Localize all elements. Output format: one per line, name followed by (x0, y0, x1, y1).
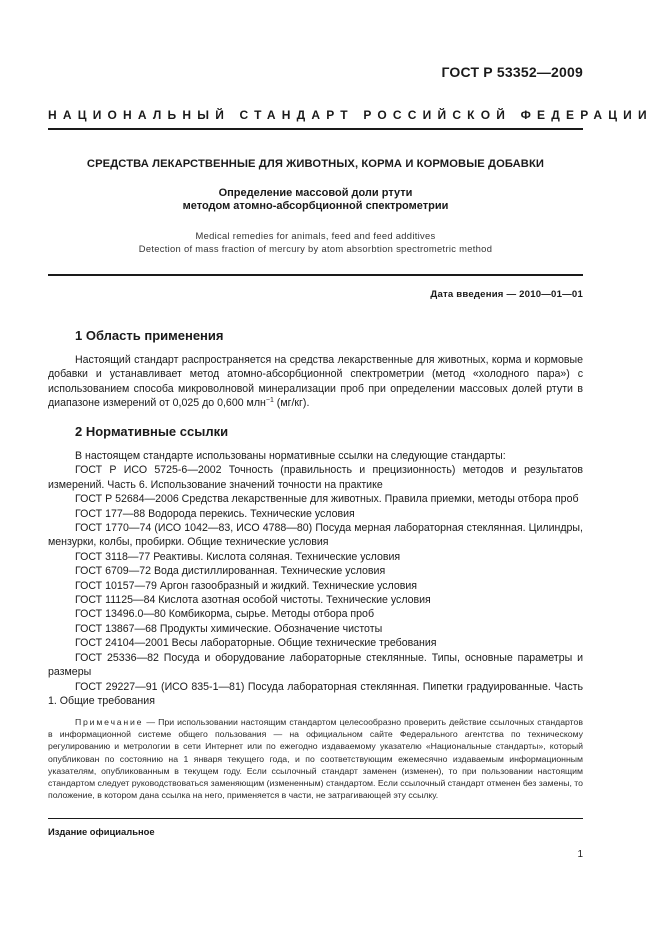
reference-item: ГОСТ 1770—74 (ИСО 1042—83, ИСО 4788—80) Посуда мерная лабораторная стеклянная. Цилиндры, мензурки, колбы, пробирки. Общие технические условия (48, 522, 583, 549)
reference-item: ГОСТ 11125—84 Кислота азотная особой чистоты. Технические условия (75, 594, 431, 607)
subtitle-line: Определение массовой доли ртути (218, 187, 413, 199)
reference-item: ГОСТ 29227—91 (ИСО 835-1—81) Посуда лабораторная стеклянная. Пипетки градуированные. Часть 1. Общие требования (48, 680, 583, 707)
note-text: — При использовании настоящим стандартом целесообразно проверить действие ссылочных стандартов в информационной системе общего пользования — на официальном сайте Федерального агентства по техническому регулированию и метрологии в сети Интернет или по ежегодно издаваемому указателю «Национальные стандарты», который опубликован по состоянию на 1 января текущего года, и по соответствующим ежемесячно издаваемым информационным указателям, опубликованным в текущем году. Если ссылочный стандарт заменен (изменен), то при пользовании настоящим стандартом следует руководствоваться заменяющим (измененным) стандартом. Если ссылочный стандарт отменен без замены, то положение, в котором дана ссылка на него, применяется в части, не затрагивающей эту ссылку. (48, 717, 583, 801)
section-1-paragraph (48, 353, 583, 411)
section-1-unit: (мг/кг). (273, 397, 310, 410)
national-standard-title: НАЦИОНАЛЬНЫЙ СТАНДАРТ РОССИЙСКОЙ ФЕДЕРАЦИИ (48, 108, 653, 122)
title-divider (48, 274, 583, 276)
reference-item: ГОСТ 3118—77 Реактивы. Кислота соляная. Технические условия (75, 550, 401, 563)
reference-item: ГОСТ 6709—72 Вода дистиллированная. Технические условия (75, 565, 386, 578)
subtitle-line: методом атомно-абсорбционной спектрометрии (182, 200, 449, 212)
page-number: 1 (577, 849, 583, 860)
document-subtitle (48, 187, 583, 213)
superscript: −1 (265, 397, 274, 405)
section-1-text: Настоящий стандарт распространяется на средства лекарственные для животных, корма и кормовые добавки и устанавливает метод атомно-абсорбционной спектрометрии (метод «холодного пара») с использованием способа микроволновой минерализации проб при определении массовых долей ртути в диапазоне измерений от 0,025 до 0,600 млн (48, 354, 583, 410)
header-divider (48, 128, 583, 130)
reference-item: ГОСТ 13867—68 Продукты химические. Обозначение чистоты (75, 622, 383, 635)
footer-divider (48, 818, 583, 819)
document-number: ГОСТ Р 53352—2009 (441, 64, 583, 80)
english-title-line: Medical remedies for animals, feed and feed additives (195, 230, 436, 241)
reference-item: ГОСТ 177—88 Водорода перекись. Технические условия (75, 507, 355, 520)
reference-item: ГОСТ Р ИСО 5725-6—2002 Точность (правильность и прецизионность) методов и результатов измерений. Часть 6. Использование значений точности на практике (48, 464, 583, 491)
english-title-line: Detection of mass fraction of mercury by atom absorbtion spectrometric method (138, 243, 493, 254)
reference-item: ГОСТ 25336—82 Посуда и оборудование лабораторные стеклянные. Типы, основные параметры и размеры (48, 651, 583, 679)
reference-note (48, 716, 583, 801)
reference-intro: В настоящем стандарте использованы нормативные ссылки на следующие стандарты: (75, 450, 506, 462)
section-1-body (48, 353, 583, 411)
reference-item: ГОСТ 13496.0—80 Комбикорма, сырье. Методы отбора проб (75, 608, 375, 621)
document-title: СРЕДСТВА ЛЕКАРСТВЕННЫЕ ДЛЯ ЖИВОТНЫХ, КОРМА И КОРМОВЫЕ ДОБАВКИ (86, 158, 545, 170)
reference-item: ГОСТ 24104—2001 Весы лабораторные. Общие технические требования (75, 637, 437, 650)
section-1-heading: 1 Область применения (75, 328, 224, 343)
section-2-heading: 2 Нормативные ссылки (75, 424, 229, 439)
section-2-body (48, 449, 583, 708)
introduction-date: Дата введения — 2010—01—01 (430, 289, 583, 300)
reference-item: ГОСТ Р 52684—2006 Средства лекарственные для животных. Правила приемки, методы отбора проб (75, 493, 579, 506)
official-edition-label: Издание официальное (48, 826, 155, 837)
note-label: Примечание (75, 717, 144, 727)
reference-item: ГОСТ 10157—79 Аргон газообразный и жидкий. Технические условия (75, 579, 418, 592)
english-title (48, 229, 583, 255)
